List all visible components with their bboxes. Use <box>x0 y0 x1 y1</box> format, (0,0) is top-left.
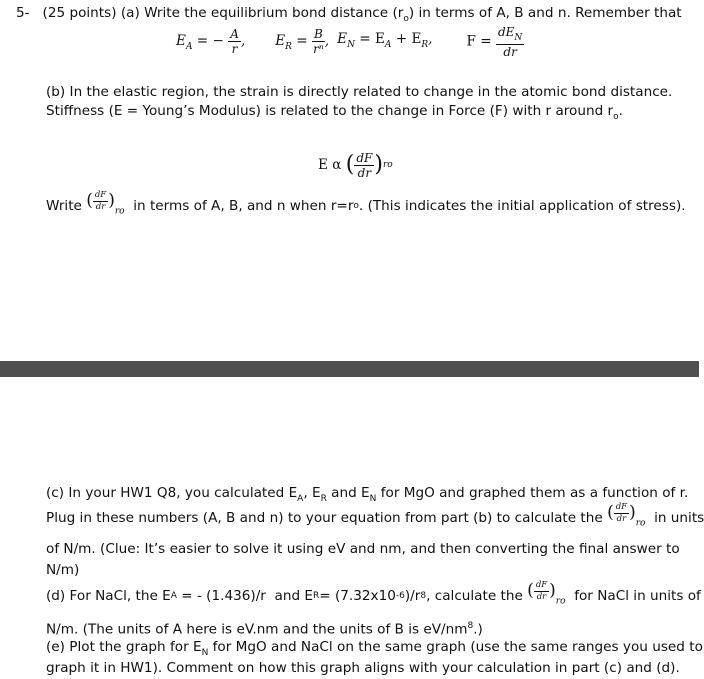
derivative-dF-dr: ( $\frac{dF}{dr}$ )$_{ro}$ <box>86 190 125 217</box>
question-heading: 5- (25 points) (a) Write the equilibrium bond distance $(r_o)$ in terms of A, B and n. Remember that <box>16 5 682 24</box>
derivative-dF-dr: ( $\frac{dF}{dr}$ )$_{ro}$ <box>527 580 566 607</box>
part-a-text: (25 points) (a) Write the equilibrium bond distance (r <box>42 5 404 21</box>
force-equation: F = $\frac{dE_N}{dr}$ <box>466 25 523 59</box>
ea-equation: $E_A$ = − $\frac{A}{r}$ , <box>176 27 246 56</box>
stiffness-relation: E α ( $\frac{dF}{dr}$ ) ro <box>318 150 393 180</box>
page-divider <box>0 361 699 377</box>
question-number: 5- <box>16 5 30 21</box>
part-b-line1: (b) In the elastic region, the strain is directly related to change in the atomic bond distance. <box>46 84 673 100</box>
part-e-line2: graph it in HW1). Comment on how this graph aligns with your calculation in part (c) and (d). <box>46 660 680 676</box>
part-e-line1: (e) Plot the graph for $E_N$ for MgO and NaCl on the same graph (use the same ranges you used to <box>46 639 703 658</box>
part-d-line1: (d) For NaCl, the E A = - (1.436)/r and E R = (7.32x10 -6 )/r 8 , calculate the ( $\frac{dF}{dr}$ )$_{ro}$ for NaCl in units of <box>46 582 701 610</box>
part-c-line3: of N/m. (Clue: It’s easier to solve it using eV and nm, and then converting the final answer to <box>46 541 680 557</box>
part-c-line1: (c) In your HW1 Q8, you calculated $E_A$, $E_R$ and $E_N$ for MgO and graphed them as a function of r. <box>46 485 689 504</box>
en-equation: $E_N = E_A + E_R$, <box>337 31 433 50</box>
energy-equations <box>176 22 524 62</box>
question-page-bottom <box>0 377 704 679</box>
part-d-line2: N/m. (The units of A here is eV.nm and the units of B is $eV/nm^8$.) <box>46 621 483 638</box>
part-b-line2: Stiffness (E = Young’s Modulus) is related to the change in Force (F) with r around $r_o$. <box>46 103 623 122</box>
part-b-write: Write ( $\frac{dF}{dr}$ )$_{ro}$ in terms of A, B, and n when r=r o . (This indicates the initial application of stress). <box>46 192 686 220</box>
derivative-dF-dr: ( $\frac{dF}{dr}$ )$_{ro}$ <box>607 502 646 529</box>
part-c-line4: N/m) <box>46 562 80 578</box>
part-c-line2: Plug in these numbers (A, B and n) to your equation from part (b) to calculate the ( $\frac{dF}{dr}$ )$_{ro}$ in units <box>46 504 704 532</box>
er-equation: $E_R$ = $\frac{B}{\text{rⁿ}}$ , <box>275 27 330 56</box>
